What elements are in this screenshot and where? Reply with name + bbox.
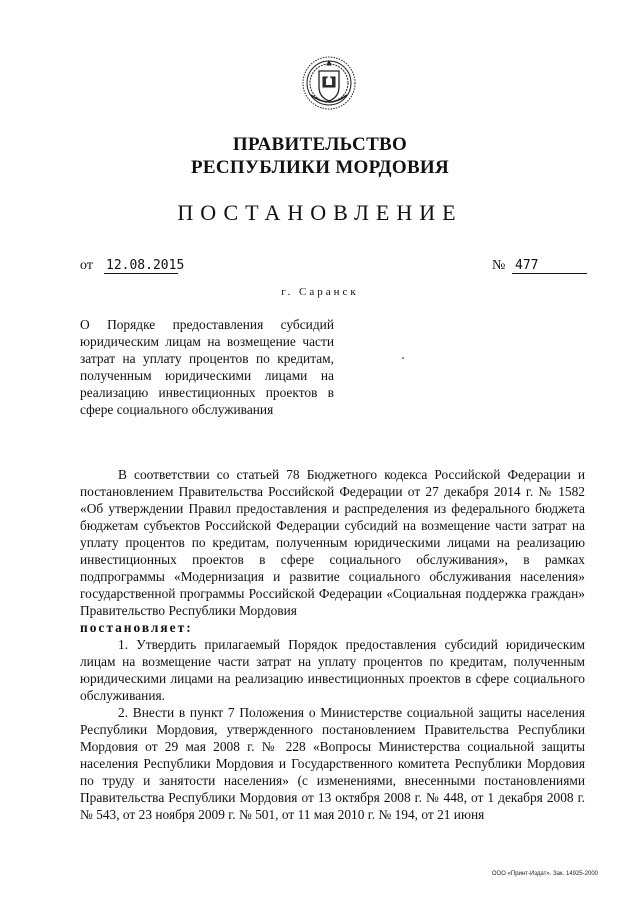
government-name xyxy=(0,133,640,179)
intro-paragraph xyxy=(80,466,585,619)
item-1-paragraph: 1. Утвердить прилагаемый Порядок предоставления субсидий юридическим лицам на возмещение части затрат на уплату процентов по кредитам, полученным юридическими лицами на реализацию инвестиционных проектов в сфере социального обслуживания. xyxy=(80,637,585,703)
government-name-line1: ПРАВИТЕЛЬСТВО xyxy=(232,134,408,155)
document-date: 12.08.2015 xyxy=(106,258,185,273)
decree-paragraph xyxy=(80,619,585,636)
document-number: 477 xyxy=(512,258,587,274)
printer-imprint: ООО «Принт-Издат». Зак. 14925-2000 xyxy=(491,871,598,877)
item-2-paragraph: 2. Внести в пункт 7 Положения о Министерстве социальной защиты населения Республики Мордовия, утвержденного постановлением Правительства Республики Мордовия от 29 мая 2008 г. № 228 «Вопросы Министерства социальной защиты населения Республики Мордовия и Государственного комитета Республики Мордовия по труду и занятости населения» (с изменениями, внесенными постановлениями Правительства Республики Мордовия от 13 октября 2008 г. № 448, от 1 декабря 2008 г. № 543, от 23 ноября 2009 г. № 501, от 11 мая 2010 г. № 194, от 21 июня xyxy=(80,705,585,822)
document-type-title: ПОСТАНОВЛЕНИЕ xyxy=(177,200,463,225)
intro-text: В соответствии со статьей 78 Бюджетного кодекса Российской Федерации и постановлением Правительства Российской Федерации от 27 декабря 2014 г. № 1582 «Об утверждении Правил предоставления и распределения из федерального бюджета бюджетам субъектов Российской Федерации субсидий на возмещение части затрат на уплату процентов по кредитам, полученным юридическими лицами на реализацию инвестиционных проектов в сфере социального обслуживания», в рамках подпрограммы «Модернизация и развитие социального обслуживания населения» государственной программы Российской Федерации «Социальная поддержка граждан» Правительство Республики Мордовия xyxy=(80,467,585,618)
decree-word: постановляет: xyxy=(80,620,193,635)
number-prefix: № xyxy=(492,258,506,273)
scan-speck xyxy=(402,357,404,359)
city-line: г. Саранск xyxy=(281,286,359,298)
document-subject: О Порядке предоставления субсидий юридическим лицам на возмещение части затрат на уплату процентов по кредитам, полученным юридическими лицами на реализацию инвестиционных проектов в сфере социального обслуживания xyxy=(80,317,334,417)
coat-of-arms-icon xyxy=(301,55,357,111)
document-body xyxy=(80,466,585,823)
date-prefix: от xyxy=(80,258,93,273)
government-name-line2: РЕСПУБЛИКИ МОРДОВИЯ xyxy=(190,157,450,178)
